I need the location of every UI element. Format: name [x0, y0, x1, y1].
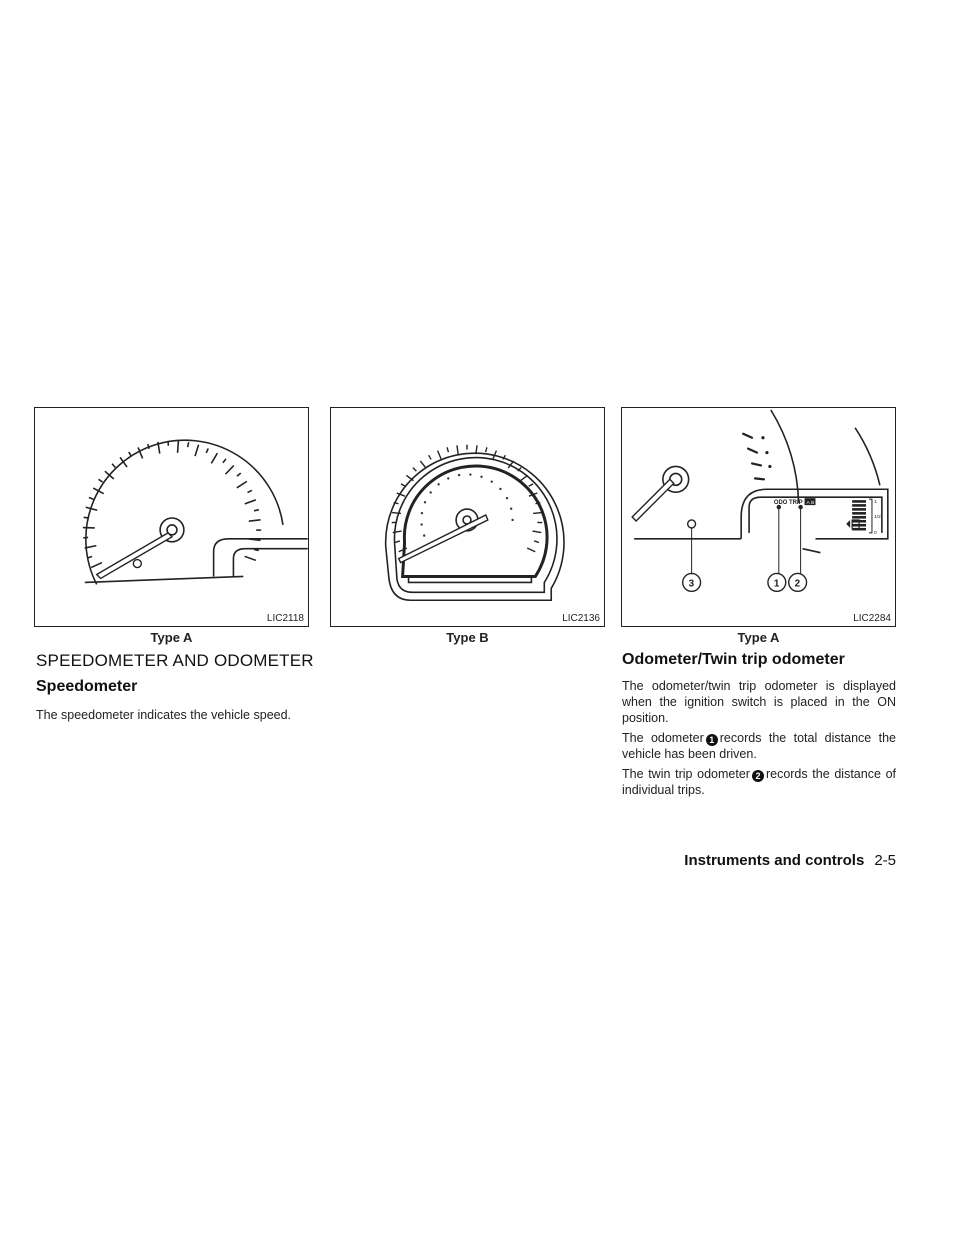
figure-code: LIC2284 — [853, 613, 891, 624]
callout-1: 1 — [773, 578, 780, 590]
trip-ab-badge: A B — [806, 501, 815, 507]
figure-speedometer-type-b — [330, 407, 605, 627]
figure-caption: Type B — [446, 630, 489, 645]
fuel-full-label: 1 — [873, 500, 877, 506]
figure-caption: Type A — [737, 630, 780, 645]
odometer-title: Odometer/Twin trip odometer — [622, 651, 845, 668]
section-title: SPEEDOMETER AND ODOMETER — [36, 651, 314, 670]
page-number: 2-5 — [874, 852, 896, 869]
figure-code: LIC2136 — [562, 613, 600, 624]
footer-section: Instruments and controls — [684, 852, 865, 869]
figure-code: LIC2118 — [266, 613, 304, 624]
page-footer — [684, 852, 896, 869]
figure-odometer-type-a — [621, 407, 896, 627]
odometer-paragraph-3 — [622, 766, 896, 798]
fuel-half-label: 1/2 — [873, 514, 881, 520]
callout-3: 3 — [688, 578, 695, 590]
odo-trip-label: ODO TRIP — [773, 500, 803, 507]
odometer-text-after: records the total distance the vehicle has been driven. — [622, 731, 897, 761]
odometer-display-illustration — [622, 408, 895, 626]
figure-speedometer-type-a — [34, 407, 309, 627]
callout-badge-1: 1 — [706, 734, 718, 746]
odometer-paragraph-2 — [622, 730, 896, 762]
speedometer-type-a-illustration — [35, 408, 308, 626]
odometer-paragraph-1: The odometer/twin trip odometer is displayed when the ignition switch is placed in the ON position. — [622, 679, 896, 725]
trip-text-after: records the distance of individual trips. — [622, 767, 896, 797]
callout-badge-2: 2 — [752, 770, 764, 782]
figure-caption: Type A — [150, 630, 193, 645]
trip-text-before: The twin trip odometer — [622, 767, 750, 781]
speedometer-description: The speedometer indicates the vehicle speed. — [36, 708, 292, 722]
callout-2: 2 — [794, 578, 801, 590]
fuel-empty-label: 0 — [873, 530, 877, 536]
odometer-text-before: The odometer — [622, 731, 704, 745]
section-subtitle: Speedometer — [36, 678, 138, 695]
speedometer-type-b-illustration — [331, 408, 604, 626]
